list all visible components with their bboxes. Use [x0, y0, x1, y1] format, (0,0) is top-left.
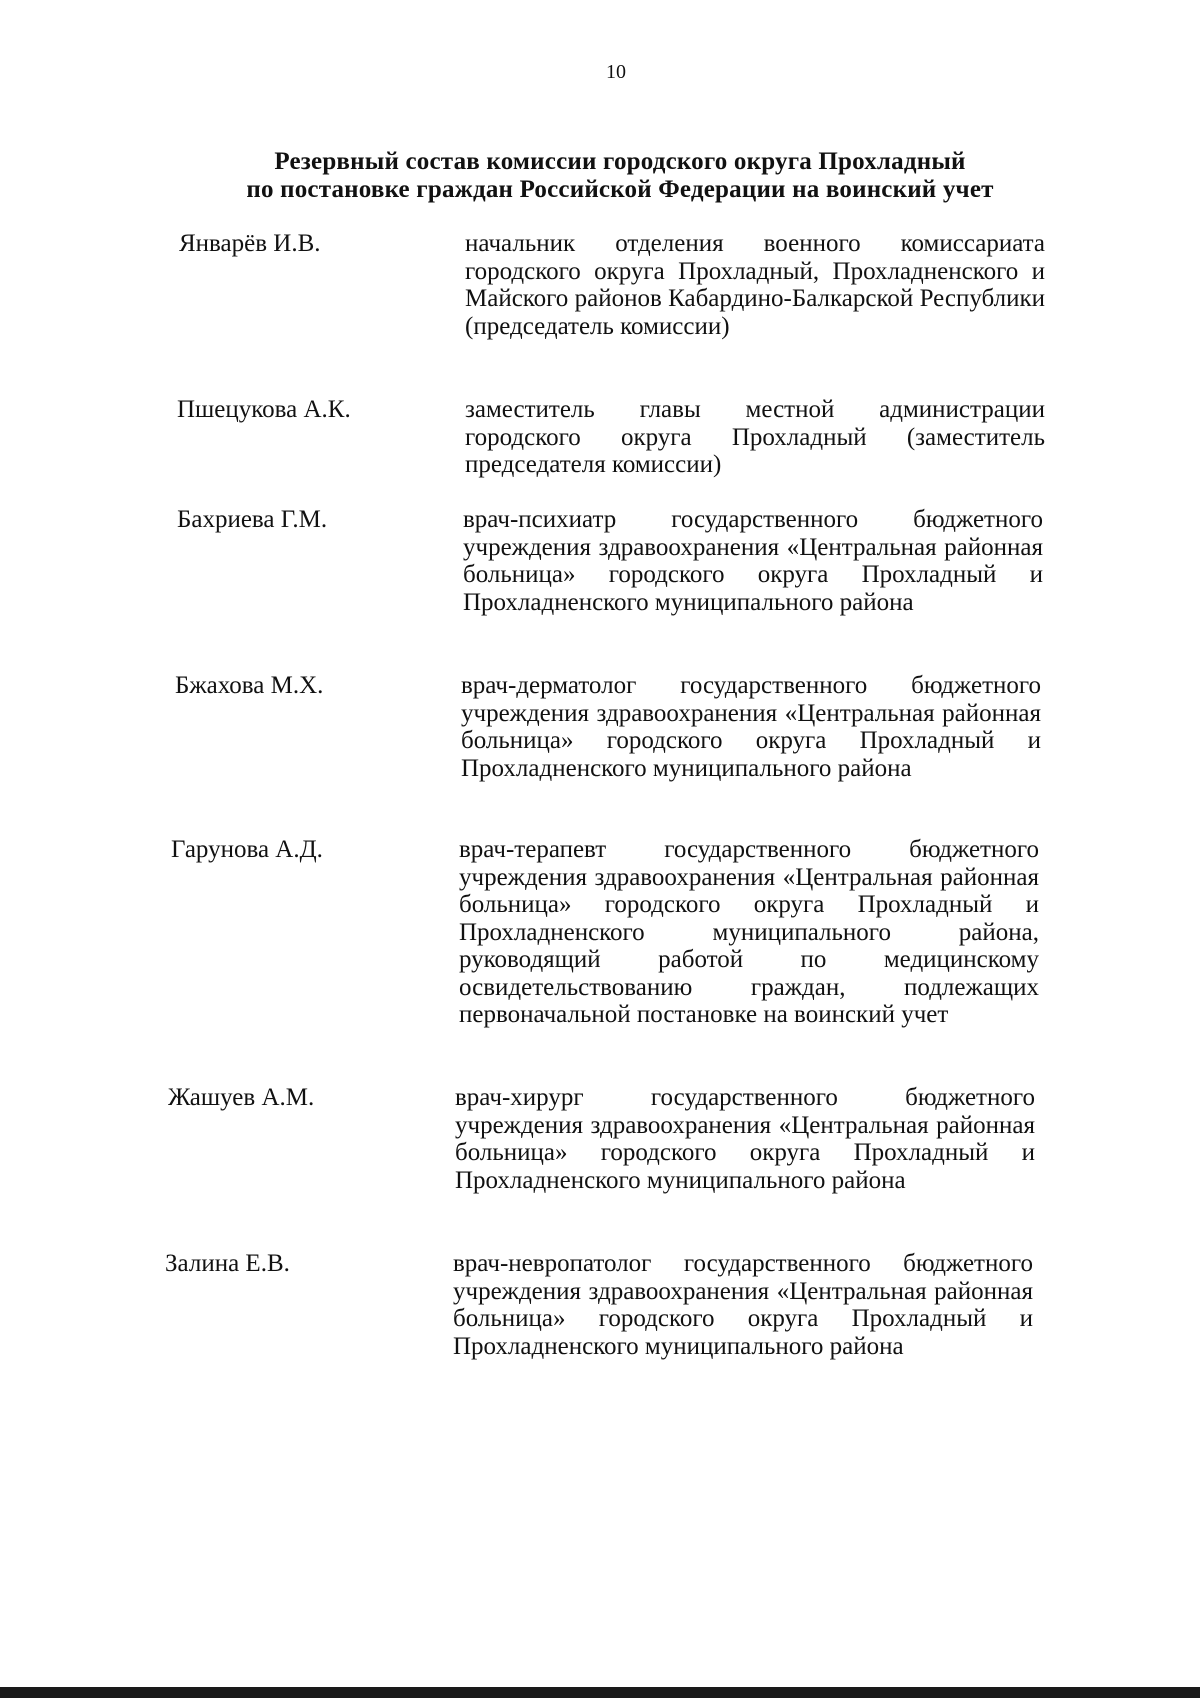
member-name: Залина Е.В.: [165, 1250, 290, 1277]
member-role: врач-хирург государственного бюджетного учреждения здравоохранения «Центральная районная больница» городского округа Прохладный и Прохладненского муниципального района: [455, 1084, 1035, 1194]
page-number: 10: [606, 61, 626, 83]
member-role: заместитель главы местной администрации городского округа Прохладный (заместитель председателя комиссии): [465, 396, 1045, 478]
member-name: Бахриева Г.М.: [177, 506, 328, 533]
member-role: врач-дерматолог государственного бюджетного учреждения здравоохранения «Центральная районная больница» городского округа Прохладный и Прохладненского муниципального района: [461, 672, 1041, 782]
member-role: врач-психиатр государственного бюджетного учреждения здравоохранения «Центральная районная больница» городского округа Прохладный и Прохладненского муниципального района: [463, 506, 1043, 616]
scan-edge-bar: [0, 1687, 1200, 1698]
member-name: Пшецукова А.К.: [177, 396, 351, 423]
member-name: Январёв И.В.: [179, 230, 321, 257]
member-name: Бжахова М.Х.: [175, 672, 324, 699]
document-title: [150, 148, 1090, 204]
title-line-2: по постановке граждан Российской Федерации на воинский учет: [246, 176, 994, 203]
member-name: Гарунова А.Д.: [171, 836, 323, 863]
member-role: врач-невропатолог государственного бюджетного учреждения здравоохранения «Центральная районная больница» городского округа Прохладный и Прохладненского муниципального района: [453, 1250, 1033, 1360]
title-line-1: Резервный состав комиссии городского округа Прохладный: [274, 148, 966, 175]
member-name: Жашуев А.М.: [168, 1084, 315, 1111]
member-role: начальник отделения военного комиссариата городского округа Прохладный, Прохладненского и Майского районов Кабардино-Балкарской Республики (председатель комиссии): [465, 230, 1045, 340]
member-role: врач-терапевт государственного бюджетного учреждения здравоохранения «Центральная районная больница» городского округа Прохладный и Прохладненского муниципального района, руководящий работой по медицинскому освидетельствованию граждан, подлежащих первоначальной постановке на воинский учет: [459, 836, 1039, 1028]
